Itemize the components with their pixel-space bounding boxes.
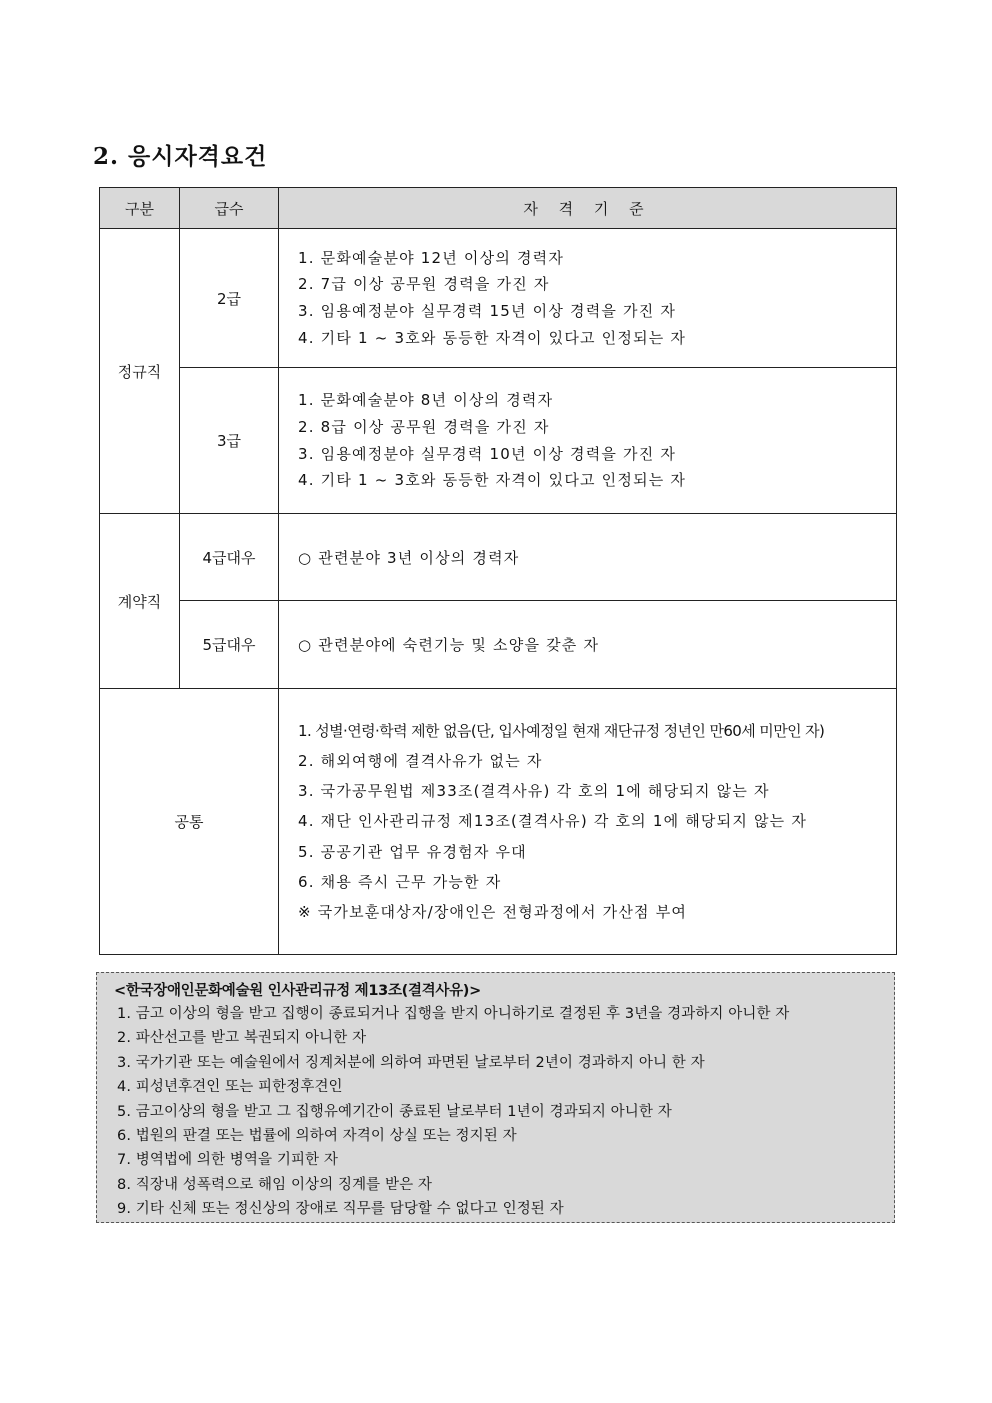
criteria-list [279, 716, 896, 927]
group-contract: 계약직 [100, 514, 180, 689]
criteria-item: 2. 해외여행에 결격사유가 없는 자 [298, 751, 543, 770]
criteria-cell [279, 368, 897, 514]
note-item: 9. 기타 신체 또는 정신상의 장애로 직무를 담당할 수 없다고 인정된 자 [117, 1201, 564, 1218]
criteria-item: 1. 문화예술분야 12년 이상의 경력자 [298, 248, 565, 267]
note-item: 3. 국가기관 또는 예술원에서 징계처분에 의하여 파면된 날로부터 2년이 경과하지 아니 한 자 [117, 1054, 705, 1071]
table-header-row [100, 188, 897, 229]
disqualification-note-box [96, 972, 895, 1223]
section-title: 2. 응시자격요건 [93, 143, 268, 170]
note-list [117, 1002, 789, 1222]
note-item: 4. 피성년후견인 또는 피한정후견인 [117, 1079, 343, 1096]
criteria-item: 4. 기타 1 ~ 3호와 동등한 자격이 있다고 인정되는 자 [298, 471, 687, 490]
note-item: 5. 금고이상의 형을 받고 그 집행유예기간이 종료된 날로부터 1년이 경과되지 아니한 자 [117, 1103, 672, 1120]
note-item: 2. 파산선고를 받고 복권되지 아니한 자 [117, 1030, 367, 1047]
grade-label: 2급 [180, 229, 279, 368]
criteria-item: 1. 문화예술분야 8년 이상의 경력자 [298, 391, 554, 410]
group-common: 공통 [100, 689, 279, 955]
table-row-grade2 [100, 229, 897, 368]
table-row-grade3 [100, 368, 897, 514]
criteria-note: ※ 국가보훈대상자/장애인은 전형과정에서 가산점 부여 [298, 903, 688, 921]
note-item: 6. 법원의 판결 또는 법률에 의하여 자격이 상실 또는 정지된 자 [117, 1128, 517, 1145]
criteria-item: 1. 성별·연령·학력 제한 없음(단, 입사예정일 현재 재단규정 정년인 만60세 미만인 자) [298, 721, 825, 740]
table-row-common [100, 689, 897, 955]
criteria-item: 2. 8급 이상 공무원 경력을 가진 자 [298, 417, 550, 436]
criteria-item: 3. 임용예정분야 실무경력 10년 이상 경력을 가진 자 [298, 444, 677, 463]
criteria-item: 6. 채용 즉시 근무 가능한 자 [298, 872, 502, 891]
criteria-item: 2. 7급 이상 공무원 경력을 가진 자 [298, 275, 550, 294]
criteria-item: ○ 관련분야에 숙련기능 및 소양을 갖춘 자 [279, 601, 897, 689]
grade-label: 5급대우 [180, 601, 279, 689]
header-category: 구분 [100, 188, 180, 229]
criteria-list [279, 245, 896, 352]
header-grade: 급수 [180, 188, 279, 229]
criteria-item: 5. 공공기관 업무 유경험자 우대 [298, 842, 527, 861]
note-item: 8. 직장내 성폭력으로 해임 이상의 징계를 받은 자 [117, 1176, 433, 1193]
note-item: 1. 금고 이상의 형을 받고 집행이 종료되거나 집행을 받지 아니하기로 결정된 후 3년을 경과하지 아니한 자 [117, 1006, 790, 1022]
criteria-item: 3. 임용예정분야 실무경력 15년 이상 경력을 가진 자 [298, 302, 677, 320]
header-criteria: 자 격 기 준 [279, 188, 897, 229]
group-regular: 정규직 [100, 229, 180, 514]
note-title: <한국장애인문화예술원 인사관리규정 제13조(결격사유)> [114, 983, 481, 999]
qualification-table [99, 187, 897, 955]
table-row-grade5 [100, 601, 897, 689]
criteria-cell [279, 689, 897, 955]
note-item: 7. 병역법에 의한 병역을 기피한 자 [117, 1152, 338, 1169]
criteria-item: 3. 국가공무원법 제33조(결격사유) 각 호의 1에 해당되지 않는 자 [298, 782, 770, 801]
criteria-item: 4. 재단 인사관리규정 제13조(결격사유) 각 호의 1에 해당되지 않는 자 [298, 812, 808, 831]
criteria-list [279, 387, 896, 494]
criteria-item: ○ 관련분야 3년 이상의 경력자 [279, 514, 897, 601]
grade-label: 4급대우 [180, 514, 279, 601]
table-row-grade4 [100, 514, 897, 601]
criteria-cell [279, 229, 897, 368]
grade-label: 3급 [180, 368, 279, 514]
criteria-item: 4. 기타 1 ~ 3호와 동등한 자격이 있다고 인정되는 자 [298, 328, 687, 347]
